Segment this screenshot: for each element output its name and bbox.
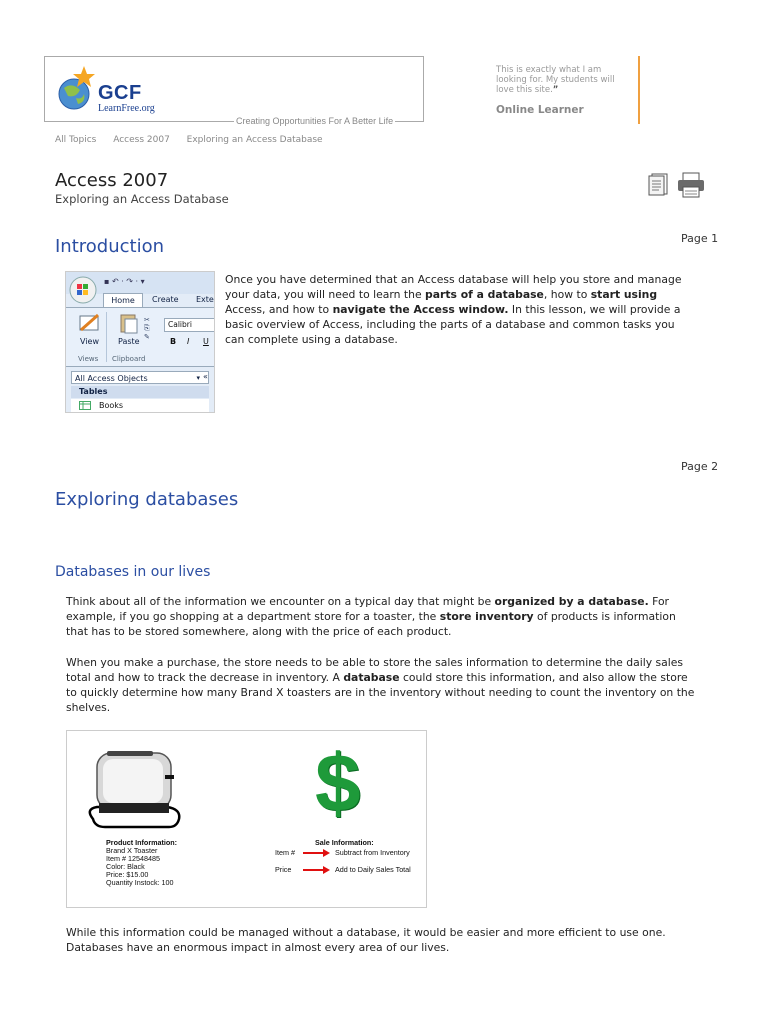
testimonial-quote-text: This is exactly what I am looking for. My students will love this site. (496, 65, 615, 95)
testimonial-quote (496, 65, 628, 95)
font-name-box[interactable]: Calibri (164, 318, 215, 332)
nav-group-tables[interactable]: Tables (71, 386, 209, 398)
sale-row-item-action: Subtract from Inventory (335, 848, 410, 857)
nav-collapse-icon[interactable]: « (203, 372, 208, 381)
nav-pane-header-label: All Access Objects (75, 374, 148, 383)
office-button-icon (69, 276, 97, 304)
gcf-globe-icon (54, 64, 100, 114)
dollar-sign: $ (315, 738, 361, 829)
nav-pane-dropdown-icon[interactable]: ▾ (196, 374, 200, 382)
italic-button[interactable]: I (187, 337, 190, 346)
page-title: Access 2007 (55, 170, 169, 191)
intro-paragraph: Once you have determined that an Access database will help you store and manage your data, you will need to learn the parts of a database, how to start using Access, and how to navigate the Access window. In this lesson, we will provide a basic overview of Access, including the parts of a database and common tasks you can complete using a database. (225, 273, 682, 346)
document-icon[interactable] (648, 172, 670, 196)
logo-learnfree-text: LearnFree.org (98, 103, 155, 114)
ribbon-tab-home[interactable]: Home (103, 293, 143, 308)
breadcrumb-exploring[interactable]: Exploring an Access Database (186, 135, 323, 145)
quick-access-toolbar: ▪ ↶ · ↷ · ▾ (104, 277, 145, 286)
breadcrumb-all-topics[interactable]: All Topics (55, 135, 97, 145)
bold-button[interactable]: B (170, 337, 177, 346)
testimonial-author: Online Learner (496, 104, 584, 116)
underline-button[interactable]: U (203, 337, 209, 346)
logo-gcf-text: GCF (98, 82, 142, 104)
ribbon-tab-external[interactable]: Exte (196, 295, 214, 304)
sale-information-title: Sale Information: (315, 838, 374, 847)
clipboard-small-icons: ✂ ⎘ ✎ (144, 316, 150, 341)
page-label-2: Page 2 (681, 460, 719, 473)
sale-row-price-label: Price (275, 865, 292, 874)
breadcrumb-access-2007[interactable]: Access 2007 (113, 135, 170, 145)
breadcrumb (55, 135, 337, 145)
toaster-database-figure (66, 730, 427, 908)
subsection-heading-lives: Databases in our lives (55, 564, 211, 580)
red-arrow-icon (303, 848, 331, 858)
logo-tagline: Creating Opportunities For A Better Life (236, 116, 394, 126)
product-information: Product Information: Brand X Toaster Item # 12548485 Color: Black Price: $15.00 Quantity Instock: 100 (106, 838, 178, 887)
page-subtitle: Exploring an Access Database (55, 192, 229, 206)
sale-row-price-action: Add to Daily Sales Total (335, 865, 411, 874)
section-heading-introduction: Introduction (55, 236, 165, 257)
paste-icon[interactable] (118, 312, 140, 334)
ribbon-tab-create[interactable]: Create (152, 295, 179, 304)
nav-pane-header[interactable] (71, 371, 209, 384)
ribbon-paste-label[interactable]: Paste (118, 337, 140, 346)
section-heading-exploring: Exploring databases (55, 489, 239, 510)
quote-mark: ” (552, 85, 559, 95)
quote-divider (638, 56, 640, 124)
lives-paragraph-1: Think about all of the information we encounter on a typical day that might be organized by a database. For example, if you go shopping at a department store for a toaster, the store inventory of products is information that has to be stored somewhere, along with the price of each product. (66, 595, 676, 638)
red-arrow-icon (303, 865, 331, 875)
nav-item-books[interactable]: Books (71, 399, 209, 412)
page-label-1: Page 1 (681, 232, 719, 245)
ribbon-group-views: Views (78, 355, 99, 363)
ribbon-group-clipboard: Clipboard (112, 355, 146, 363)
print-icon[interactable] (676, 172, 706, 198)
table-icon (79, 401, 91, 410)
toaster-icon (85, 741, 190, 831)
sale-row-item-label: Item # (275, 848, 295, 857)
ribbon-view-label[interactable]: View (80, 337, 99, 346)
lives-paragraph-3: While this information could be managed without a database, it would be easier and more efficient to use one. Databases have an enormous impact in almost every area of our lives. (66, 926, 666, 954)
lives-paragraph-2: When you make a purchase, the store needs to be able to store the sales information to determine the daily sales total and how to track the decrease in inventory. A database could store this information, and also allow the store to quickly determine how many Brand X toasters are in the inventory without needing to count the inventory on the shelves. (66, 656, 695, 714)
view-icon[interactable] (78, 312, 102, 334)
access-ribbon-screenshot (65, 271, 215, 413)
